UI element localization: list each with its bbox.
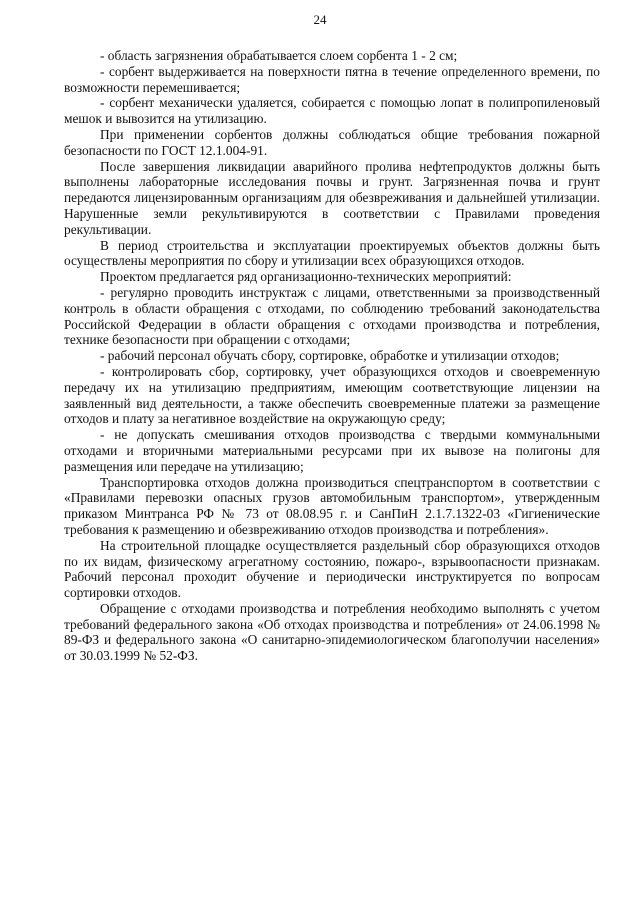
page-number: 24	[313, 12, 327, 27]
paragraph-soil-research: После завершения ликвидации аварийного пролива нефтепродуктов должны быть выполнены лабораторные исследования почвы и грунт. Загрязненная почва и грунт передаются лицензированным организациям для обезвреживания и дальнейшей утилизации. Нарушенные земли рекультивируются в соответствии с Правилами проведения рекультивации.	[64, 158, 600, 237]
paragraph-fire-safety: При применении сорбентов должны соблюдаться общие требования пожарной безопасности по ГОСТ 12.1.004-91.	[64, 126, 600, 158]
paragraph-sorbent-hold: - сорбент выдерживается на поверхности пятна в течение определенного времени, по возможности перемешивается;	[64, 63, 600, 95]
paragraph-separate-collection: На строительной площадке осуществляется раздельный сбор образующихся отходов по их видам, физическому агрегатному состоянию, пожаро-, взрывоопасности признакам. Рабочий персонал проходит обучение и периодически инструктируется по вопросам сортировки отходов.	[64, 537, 600, 601]
list-item-training: - рабочий персонал обучать сбору, сортировке, обработке и утилизации отходов;	[100, 348, 560, 364]
list-item-no-mixing: - не допускать смешивания отходов производства с твердыми коммунальными отходами и вторичными материальными ресурсами при их вывозе на полигоны для размещения или передаче на утилизацию;	[64, 427, 600, 474]
paragraph-sorbent-layer: - область загрязнения обрабатывается слоем сорбента 1 - 2 см;	[100, 48, 458, 63]
paragraph-federal-law: Обращение с отходами производства и потребления необходимо выполнять с учетом требований федерального закона «Об отходах производства и потребления» от 24.06.1998 № 89-ФЗ и федерального закона «О санитарно-эпидемиологическом благополучии населения» от 30.03.1999 № 52-ФЗ.	[64, 600, 600, 664]
list-item-briefing: - регулярно проводить инструктаж с лицами, ответственными за производственный контроль в области обращения с отходами, по соблюдению требований законодательства Российской Федерации в области обращения с отходами производства и потребления, технике безопасности при обращении с отходами;	[64, 284, 600, 348]
paragraph-waste-measures: В период строительства и эксплуатации проектируемых объектов должны быть осуществлены мероприятия по сбору и утилизации всех образующихся отходов.	[64, 237, 600, 269]
paragraph-measures-intro: Проектом предлагается ряд организационно-технических мероприятий:	[100, 269, 512, 285]
document-body	[64, 48, 600, 664]
list-item-control: - контролировать сбор, сортировку, учет образующихся отходов и своевременную передачу их на утилизацию предприятиям, имеющим соответствующие лицензии на заявленный вид деятельности, а также обеспечить своевременные платежи за размещение отходов и плату за негативное воздействие на окружающую среду;	[64, 363, 600, 427]
paragraph-transport: Транспортировка отходов должна производиться спецтранспортом в соответствии с «Правилами перевозки опасных грузов автомобильным транспортом», утвержденным приказом Минтранса РФ № 73 от 08.08.95 г. и СанПиН 2.1.7.1322-03 «Гигиенические требования к размещению и обезвреживанию отходов производства и потребления».	[64, 474, 600, 537]
paragraph-sorbent-removal: - сорбент механически удаляется, собирается с помощью лопат в полипропиленовый мешок и вывозится на утилизацию.	[64, 95, 600, 127]
